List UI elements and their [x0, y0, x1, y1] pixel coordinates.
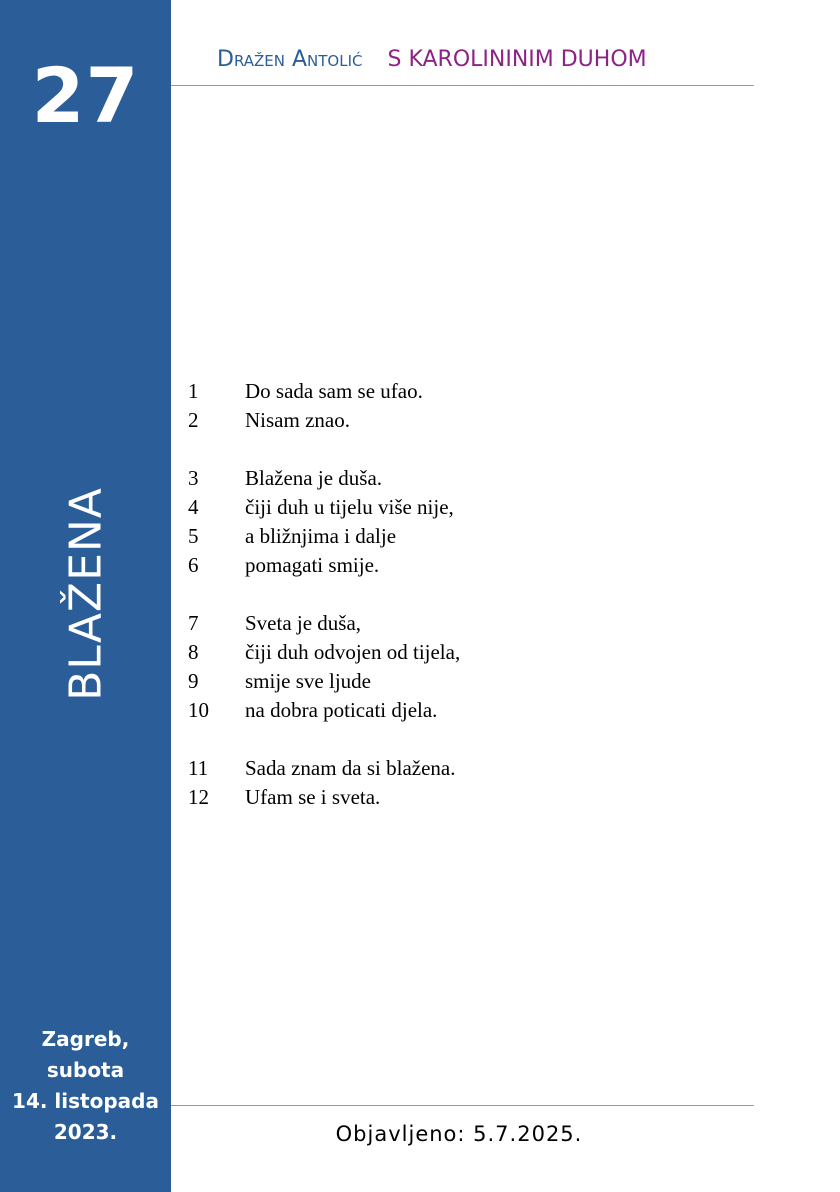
- poem-number: 27: [31, 51, 140, 140]
- poem-title: BLAŽENA: [60, 487, 112, 701]
- line-number: 12: [188, 785, 209, 809]
- line-number: 2: [188, 408, 199, 432]
- poem-line: [188, 754, 460, 783]
- poem-line: [188, 609, 460, 638]
- place-date-line: subota: [46, 1058, 125, 1082]
- line-number: 6: [188, 553, 199, 577]
- header-divider: [171, 85, 754, 86]
- poem-line: [188, 551, 460, 580]
- place-date: [0, 1024, 171, 1148]
- publication-date: Objavljeno: 5.7.2025.: [335, 1122, 583, 1146]
- page-header: [217, 44, 647, 76]
- line-text: Sada znam da si blažena.: [245, 756, 456, 780]
- poem-line: [188, 638, 460, 667]
- line-text: smije sve ljude: [245, 669, 371, 693]
- poem-line: [188, 377, 460, 406]
- poem-line: [188, 696, 460, 725]
- author-name: Dražen Antolić: [217, 47, 363, 72]
- line-text: pomagati smije.: [245, 553, 380, 577]
- place-date-line: 14. listopada: [12, 1089, 159, 1113]
- poem-body: [188, 377, 460, 841]
- poem-line: [188, 464, 460, 493]
- line-text: Blažena je duša.: [245, 466, 383, 490]
- line-text: Ufam se i sveta.: [245, 785, 381, 809]
- line-number: 7: [188, 611, 199, 635]
- poem-line: [188, 667, 460, 696]
- line-text: na dobra poticati djela.: [245, 698, 438, 722]
- poem-line: [188, 406, 460, 435]
- stanza: [188, 464, 460, 580]
- line-number: 8: [188, 640, 199, 664]
- poem-line: [188, 783, 460, 812]
- stanza: [188, 754, 460, 812]
- line-text: čiji duh odvojen od tijela,: [245, 640, 461, 664]
- line-text: čiji duh u tijelu više nije,: [245, 495, 454, 519]
- line-text: Nisam znao.: [245, 408, 350, 432]
- poem-line: [188, 493, 460, 522]
- stanza: [188, 609, 460, 725]
- footer-divider: [171, 1105, 754, 1106]
- line-number: 4: [188, 495, 199, 519]
- place-date-line: 2023.: [53, 1120, 118, 1144]
- place-date-line: Zagreb,: [41, 1027, 130, 1051]
- line-number: 1: [188, 379, 199, 403]
- line-number: 5: [188, 524, 199, 548]
- line-text: Do sada sam se ufao.: [245, 379, 423, 403]
- line-number: 11: [188, 756, 209, 780]
- sidebar: [0, 0, 171, 1192]
- line-number: 3: [188, 466, 199, 490]
- stanza: [188, 377, 460, 435]
- book-title: S KAROLININIM DUHOM: [387, 47, 647, 72]
- line-text: Sveta je duša,: [245, 611, 362, 635]
- line-text: a bližnjima i dalje: [245, 524, 397, 548]
- poem-line: [188, 522, 460, 551]
- line-number: 9: [188, 669, 199, 693]
- line-number: 10: [188, 698, 209, 722]
